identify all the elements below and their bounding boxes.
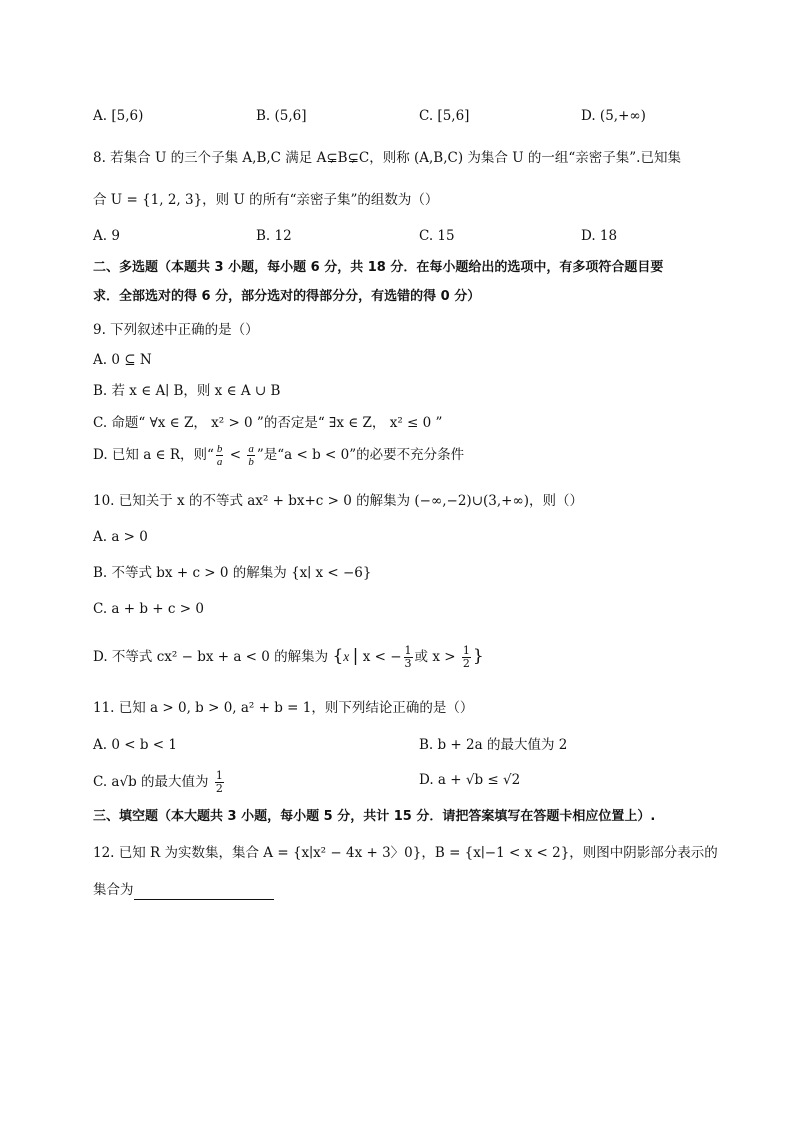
q10-d-set-bar: | <box>352 646 359 666</box>
q12-stem-line2 <box>93 880 274 900</box>
q9-option-c: C. 命题“ ∀x ∈ Z， x² > 0 ”的否定是“ ∃x ∈ Z， x² ≤ 0 ” <box>93 415 443 431</box>
q7-option-c: C. [5,6] <box>419 108 470 124</box>
q9-d-frac1-numerator: b <box>216 443 223 455</box>
q10-stem: 10. 已知关于 x 的不等式 ax² + bx+c > 0 的解集为 (−∞,−2)∪(3,+∞)，则（） <box>93 493 583 509</box>
q9-stem: 9. 下列叙述中正确的是（） <box>93 322 259 338</box>
q9-d-fraction-a-over-b <box>247 443 255 468</box>
q11-c-prefix: C. a√b 的最大值为 <box>93 774 213 790</box>
q9-d-frac2-numerator: a <box>248 443 254 455</box>
section2-heading-line2: 求．全部选对的得 6 分，部分选对的得部分分，有选错的得 0 分） <box>93 289 481 304</box>
q11-option-a: A. 0 < b < 1 <box>93 737 177 753</box>
q9-option-d <box>93 443 464 468</box>
q8-option-b: B. 12 <box>256 228 292 244</box>
q11-c-numerator: 1 <box>215 769 223 782</box>
q10-option-c: C. a + b + c > 0 <box>93 601 204 617</box>
q9-option-b: B. 若 x ∈ A∣ B，则 x ∈ A ∪ B <box>93 383 281 399</box>
q10-option-a: A. a > 0 <box>93 529 148 545</box>
q11-c-fraction-one-half <box>215 770 224 795</box>
q10-d-fraction-one-third <box>404 645 413 670</box>
q12-stem-line1: 12. 已知 R 为实数集，集合 A = {x∣x² − 4x + 3〉0}，B = {x∣−1 < x < 2}，则图中阴影部分表示的 <box>93 845 718 861</box>
q10-d-frac2-numerator: 1 <box>462 644 470 657</box>
section2-heading-line1: 二、多选题（本题共 3 小题，每小题 6 分，共 18 分．在每小题给出的选项中，有多项符合题目要 <box>93 260 664 275</box>
q10-d-frac1-numerator: 1 <box>404 644 412 657</box>
q10-option-b: B. 不等式 bx + c > 0 的解集为 {x∣ x < −6} <box>93 565 372 581</box>
q10-d-condition1: x < − <box>358 649 402 665</box>
q10-option-d <box>93 645 484 670</box>
q8-option-a: A. 9 <box>93 228 120 244</box>
q8-stem-line2: 合 U = {1, 2, 3}，则 U 的所有“亲密子集”的组数为（） <box>93 192 439 208</box>
q10-d-right-brace: } <box>472 646 484 666</box>
q11-stem: 11. 已知 a > 0, b > 0, a² + b = 1，则下列结论正确的是（） <box>93 700 474 716</box>
q9-d-frac2-denominator: b <box>248 456 254 468</box>
q8-option-c: C. 15 <box>419 228 455 244</box>
q10-d-or-condition: 或 x > <box>414 649 460 665</box>
q8-stem-line1: 8. 若集合 U 的三个子集 A,B,C 满足 A⊊B⊊C，则称 (A,B,C) 为集合 U 的一组“亲密子集”.已知集 <box>93 150 681 166</box>
q10-d-set-variable: x <box>343 649 353 664</box>
q10-d-fraction-one-half <box>462 645 471 670</box>
q11-option-c <box>93 770 226 795</box>
q10-d-frac2-denominator: 2 <box>462 657 470 670</box>
q9-option-a: A. 0 ⊆ N <box>93 352 152 368</box>
q8-option-d: D. 18 <box>581 228 618 244</box>
q12-answer-blank[interactable] <box>134 885 274 900</box>
q7-option-a: A. [5,6) <box>93 108 144 124</box>
q9-d-less-than: < <box>225 447 246 463</box>
q9-d-fraction-b-over-a <box>216 443 224 468</box>
q11-option-d: D. a + √b ≤ √2 <box>419 772 521 788</box>
q9-d-prefix: D. 已知 a ∈ R，则“ <box>93 447 214 463</box>
q7-option-b: B. (5,6] <box>256 108 307 124</box>
q9-d-suffix: ”是“a < b < 0”的必要不充分条件 <box>256 447 465 463</box>
q7-option-d: D. (5,+∞) <box>581 108 646 124</box>
q11-option-b: B. b + 2a 的最大值为 2 <box>419 737 568 753</box>
q12-stem-line2-text: 集合为 <box>93 882 134 898</box>
q9-d-frac1-denominator: a <box>216 456 223 468</box>
q10-d-frac1-denominator: 3 <box>404 657 412 670</box>
q11-c-denominator: 2 <box>215 782 223 795</box>
q10-d-prefix: D. 不等式 cx² − bx + a < 0 的解集为 <box>93 649 333 665</box>
q10-d-left-brace: { <box>332 646 344 666</box>
section3-heading: 三、填空题（本大题共 3 小题，每小题 5 分，共计 15 分．请把答案填写在答题卡相应位置上）. <box>93 809 656 824</box>
